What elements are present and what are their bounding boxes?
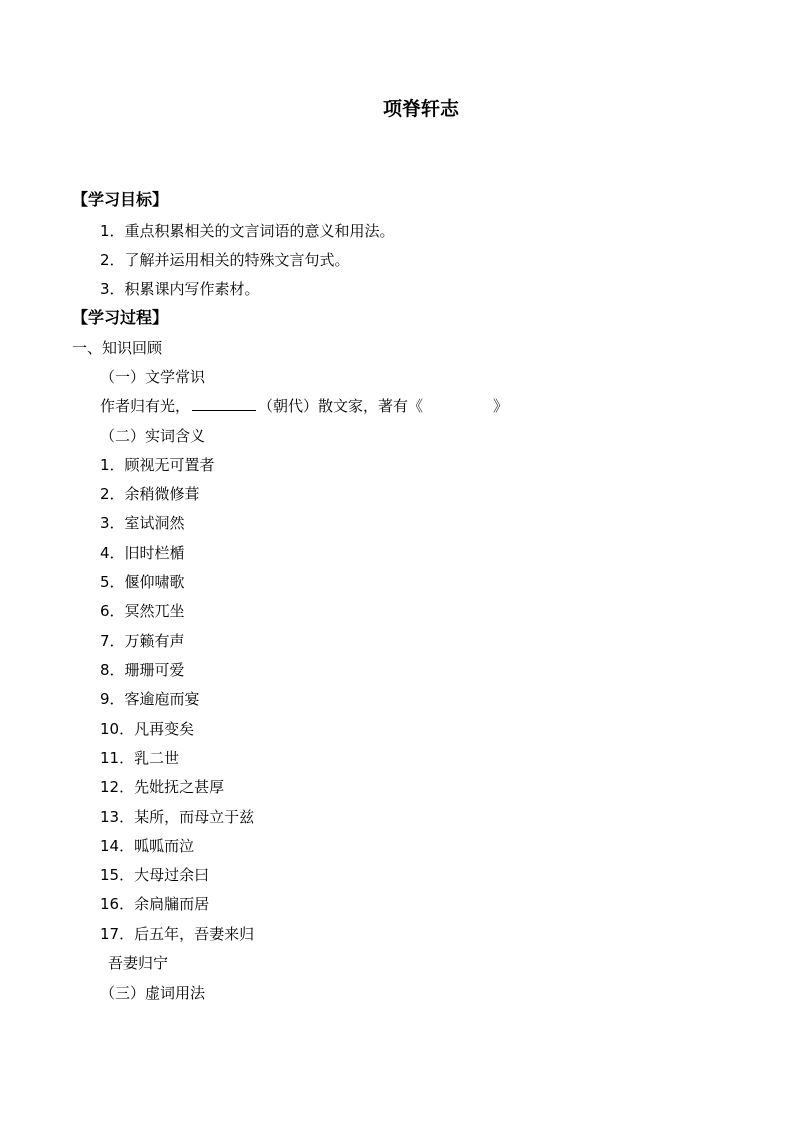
subsection-heading: （一）文学常识 bbox=[100, 368, 206, 386]
goal-item: 3．积累课内写作素材。 bbox=[100, 280, 260, 298]
word-item: 11．乳二世 bbox=[100, 749, 180, 767]
literature-text-close: 》 bbox=[493, 397, 509, 415]
word-item: 1．顾视无可置者 bbox=[100, 456, 215, 474]
word-item: 6．冥然兀坐 bbox=[100, 602, 185, 620]
literature-text-author: 作者归有光， bbox=[100, 397, 191, 415]
subsection-heading: （二）实词含义 bbox=[100, 427, 206, 445]
literature-text-dynasty: （朝代）散文家，著有《 bbox=[258, 397, 424, 415]
word-item: 17．后五年，吾妻来归 bbox=[100, 925, 255, 943]
goal-item: 1．重点积累相关的文言词语的意义和用法。 bbox=[100, 222, 395, 240]
goals-heading: 【学习目标】 bbox=[72, 190, 169, 209]
word-item: 12．先妣抚之甚厚 bbox=[100, 778, 225, 796]
word-item: 8．珊珊可爱 bbox=[100, 661, 185, 679]
word-item-extra: 吾妻归宁 bbox=[108, 954, 169, 972]
word-item: 3．室试洞然 bbox=[100, 514, 185, 532]
literature-line bbox=[100, 396, 508, 416]
goal-item: 2．了解并运用相关的特殊文言句式。 bbox=[100, 251, 350, 269]
subsection-heading: （三）虚词用法 bbox=[100, 984, 206, 1002]
word-item: 7．万籁有声 bbox=[100, 632, 185, 650]
process-heading: 【学习过程】 bbox=[72, 308, 169, 327]
page-title: 项脊轩志 bbox=[383, 98, 460, 120]
word-item: 4．旧时栏楯 bbox=[100, 544, 185, 562]
section-heading: 一、知识回顾 bbox=[72, 339, 163, 357]
word-item: 15．大母过余曰 bbox=[100, 866, 210, 884]
word-item: 13．某所，而母立于兹 bbox=[100, 808, 255, 826]
word-item: 14．呱呱而泣 bbox=[100, 837, 195, 855]
word-item: 2．余稍微修葺 bbox=[100, 485, 200, 503]
word-item: 5．偃仰啸歌 bbox=[100, 573, 185, 591]
word-item: 10．凡再变矣 bbox=[100, 720, 195, 738]
word-item: 9．客逾庖而宴 bbox=[100, 690, 200, 708]
word-item: 16．余扃牖而居 bbox=[100, 895, 210, 913]
dynasty-blank[interactable] bbox=[192, 396, 256, 411]
